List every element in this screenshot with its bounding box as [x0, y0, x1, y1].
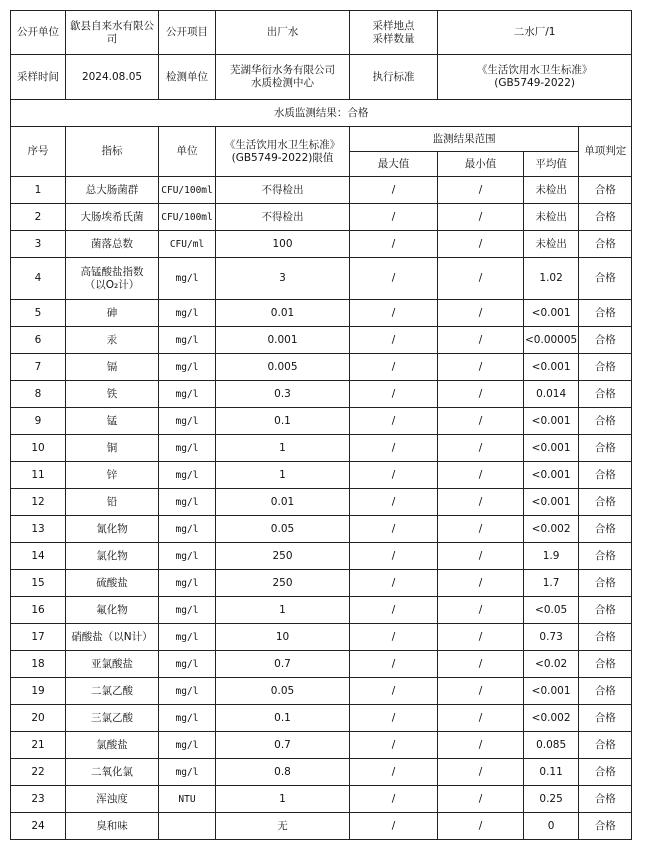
cell-min: / [438, 813, 524, 840]
cell-unit: mg/l [159, 381, 216, 408]
cell-judge: 合格 [579, 651, 632, 678]
cell-min: / [438, 408, 524, 435]
cell-limit: 1 [216, 435, 350, 462]
cell-avg: <0.001 [524, 435, 579, 462]
cell-avg: 0.014 [524, 381, 579, 408]
table-row [11, 258, 632, 300]
unit-label: 公开单位 [11, 11, 66, 55]
site-label [350, 11, 438, 55]
cell-seq: 16 [11, 597, 66, 624]
cell-max: / [350, 813, 438, 840]
cell-max: / [350, 786, 438, 813]
cell-min: / [438, 300, 524, 327]
cell-avg: <0.001 [524, 489, 579, 516]
table-row [11, 381, 632, 408]
header-row-2 [11, 55, 632, 100]
cell-max: / [350, 678, 438, 705]
col-limit [216, 127, 350, 177]
cell-limit: 0.3 [216, 381, 350, 408]
col-unit: 单位 [159, 127, 216, 177]
unit-value: 歙县自来水有限公司 [66, 11, 159, 55]
table-row [11, 177, 632, 204]
cell-avg: <0.002 [524, 705, 579, 732]
cell-avg: 未检出 [524, 231, 579, 258]
cell-name: 铅 [66, 489, 159, 516]
table-row [11, 462, 632, 489]
cell-seq: 17 [11, 624, 66, 651]
cell-min: / [438, 327, 524, 354]
cell-unit: mg/l [159, 516, 216, 543]
cell-unit: mg/l [159, 624, 216, 651]
cell-avg: <0.02 [524, 651, 579, 678]
header-row-1 [11, 11, 632, 55]
cell-avg: <0.00005 [524, 327, 579, 354]
cell-min: / [438, 177, 524, 204]
cell-max: / [350, 543, 438, 570]
cell-avg: 未检出 [524, 177, 579, 204]
cell-min: / [438, 597, 524, 624]
cell-max: / [350, 597, 438, 624]
cell-avg: 1.02 [524, 258, 579, 300]
cell-min: / [438, 489, 524, 516]
col-judge: 单项判定 [579, 127, 632, 177]
cell-seq: 13 [11, 516, 66, 543]
cell-min: / [438, 732, 524, 759]
cell-avg: <0.002 [524, 516, 579, 543]
cell-avg: 1.9 [524, 543, 579, 570]
table-row [11, 231, 632, 258]
cell-max: / [350, 489, 438, 516]
cell-min: / [438, 570, 524, 597]
cell-name: 锌 [66, 462, 159, 489]
cell-limit: 不得检出 [216, 177, 350, 204]
lab-value-line2: 水质检测中心 [251, 77, 314, 89]
cell-seq: 18 [11, 651, 66, 678]
cell-name: 铜 [66, 435, 159, 462]
cell-min: / [438, 435, 524, 462]
site-label-line1: 采样地点 [372, 19, 415, 32]
cell-limit: 不得检出 [216, 204, 350, 231]
table-row [11, 597, 632, 624]
cell-limit: 0.7 [216, 732, 350, 759]
cell-limit: 1 [216, 462, 350, 489]
table-row [11, 408, 632, 435]
col-min: 最小值 [438, 152, 524, 177]
cell-limit: 0.01 [216, 300, 350, 327]
cell-max: / [350, 231, 438, 258]
cell-max: / [350, 381, 438, 408]
cell-judge: 合格 [579, 231, 632, 258]
lab-value-line1: 芜湖华衍水务有限公司 [230, 64, 335, 76]
table-row [11, 786, 632, 813]
cell-seq: 4 [11, 258, 66, 300]
cell-name: 氰化物 [66, 516, 159, 543]
cell-seq: 19 [11, 678, 66, 705]
col-limit-line2: (GB5749-2022)限值 [231, 151, 334, 164]
cell-unit: mg/l [159, 570, 216, 597]
result-banner: 水质监测结果：合格 [11, 100, 632, 127]
table-row [11, 813, 632, 840]
cell-judge: 合格 [579, 678, 632, 705]
cell-limit: 250 [216, 570, 350, 597]
cell-limit: 0.7 [216, 651, 350, 678]
cell-seq: 2 [11, 204, 66, 231]
cell-unit: mg/l [159, 543, 216, 570]
table-row [11, 327, 632, 354]
cell-seq: 20 [11, 705, 66, 732]
col-avg: 平均值 [524, 152, 579, 177]
std-value-line2: (GB5749-2022) [494, 77, 575, 89]
cell-name: 氯酸盐 [66, 732, 159, 759]
cell-name: 浑浊度 [66, 786, 159, 813]
cell-avg: <0.001 [524, 354, 579, 381]
item-value: 出厂水 [216, 11, 350, 55]
cell-limit: 1 [216, 597, 350, 624]
cell-judge: 合格 [579, 705, 632, 732]
column-header-row-1 [11, 127, 632, 152]
cell-unit: CFU/100ml [159, 177, 216, 204]
cell-limit: 0.1 [216, 705, 350, 732]
cell-max: / [350, 327, 438, 354]
cell-min: / [438, 678, 524, 705]
cell-avg: <0.001 [524, 408, 579, 435]
cell-min: / [438, 651, 524, 678]
cell-judge: 合格 [579, 786, 632, 813]
cell-max: / [350, 759, 438, 786]
cell-unit: mg/l [159, 651, 216, 678]
cell-judge: 合格 [579, 354, 632, 381]
cell-max: / [350, 705, 438, 732]
cell-judge: 合格 [579, 408, 632, 435]
cell-min: / [438, 204, 524, 231]
cell-limit: 1 [216, 786, 350, 813]
time-value: 2024.08.05 [66, 55, 159, 100]
table-row [11, 705, 632, 732]
col-limit-line1: 《生活饮用水卫生标准》 [224, 138, 341, 151]
std-label: 执行标准 [350, 55, 438, 100]
cell-unit: mg/l [159, 489, 216, 516]
cell-name-line2: （以O₂计） [84, 278, 140, 291]
lab-label: 检测单位 [159, 55, 216, 100]
cell-avg: <0.05 [524, 597, 579, 624]
cell-limit: 0.005 [216, 354, 350, 381]
cell-limit: 无 [216, 813, 350, 840]
item-label: 公开项目 [159, 11, 216, 55]
cell-seq: 24 [11, 813, 66, 840]
table-row [11, 651, 632, 678]
time-label: 采样时间 [11, 55, 66, 100]
cell-seq: 23 [11, 786, 66, 813]
col-max: 最大值 [350, 152, 438, 177]
cell-max: / [350, 258, 438, 300]
cell-max: / [350, 408, 438, 435]
cell-min: / [438, 705, 524, 732]
site-label-line2: 采样数量 [372, 32, 415, 45]
cell-unit: mg/l [159, 597, 216, 624]
result-banner-row [11, 100, 632, 127]
cell-judge: 合格 [579, 543, 632, 570]
cell-max: / [350, 570, 438, 597]
cell-unit: mg/l [159, 678, 216, 705]
cell-name: 臭和味 [66, 813, 159, 840]
cell-judge: 合格 [579, 597, 632, 624]
cell-max: / [350, 651, 438, 678]
lab-value [216, 55, 350, 100]
cell-unit: mg/l [159, 705, 216, 732]
cell-name: 镉 [66, 354, 159, 381]
cell-limit: 0.8 [216, 759, 350, 786]
cell-avg: 0.25 [524, 786, 579, 813]
cell-judge: 合格 [579, 204, 632, 231]
cell-name: 锰 [66, 408, 159, 435]
cell-name: 菌落总数 [66, 231, 159, 258]
cell-judge: 合格 [579, 570, 632, 597]
cell-min: / [438, 231, 524, 258]
cell-limit: 0.01 [216, 489, 350, 516]
site-value: 二水厂/1 [438, 11, 632, 55]
cell-name: 亚氯酸盐 [66, 651, 159, 678]
cell-name: 大肠埃希氏菌 [66, 204, 159, 231]
cell-min: / [438, 516, 524, 543]
cell-unit: mg/l [159, 732, 216, 759]
cell-unit: CFU/100ml [159, 204, 216, 231]
cell-seq: 3 [11, 231, 66, 258]
cell-seq: 6 [11, 327, 66, 354]
table-row [11, 759, 632, 786]
cell-unit: mg/l [159, 435, 216, 462]
cell-limit: 10 [216, 624, 350, 651]
cell-limit: 0.001 [216, 327, 350, 354]
cell-name: 铁 [66, 381, 159, 408]
cell-judge: 合格 [579, 381, 632, 408]
cell-name: 总大肠菌群 [66, 177, 159, 204]
table-row [11, 300, 632, 327]
cell-name-line1: 高锰酸盐指数 [80, 265, 144, 278]
cell-judge: 合格 [579, 258, 632, 300]
cell-seq: 10 [11, 435, 66, 462]
cell-max: / [350, 624, 438, 651]
cell-judge: 合格 [579, 813, 632, 840]
cell-judge: 合格 [579, 327, 632, 354]
table-row [11, 732, 632, 759]
cell-min: / [438, 462, 524, 489]
table-row [11, 489, 632, 516]
cell-seq: 14 [11, 543, 66, 570]
cell-seq: 8 [11, 381, 66, 408]
cell-min: / [438, 786, 524, 813]
cell-max: / [350, 177, 438, 204]
cell-judge: 合格 [579, 435, 632, 462]
cell-name: 氯化物 [66, 543, 159, 570]
cell-limit: 0.1 [216, 408, 350, 435]
cell-max: / [350, 204, 438, 231]
cell-seq: 7 [11, 354, 66, 381]
cell-unit: mg/l [159, 354, 216, 381]
cell-unit: CFU/ml [159, 231, 216, 258]
water-quality-table [10, 10, 632, 840]
table-row [11, 516, 632, 543]
cell-judge: 合格 [579, 489, 632, 516]
cell-name: 二氧化氯 [66, 759, 159, 786]
table-row [11, 570, 632, 597]
cell-max: / [350, 462, 438, 489]
cell-name: 氟化物 [66, 597, 159, 624]
cell-avg: <0.001 [524, 678, 579, 705]
cell-seq: 11 [11, 462, 66, 489]
cell-judge: 合格 [579, 177, 632, 204]
cell-min: / [438, 354, 524, 381]
col-seq: 序号 [11, 127, 66, 177]
cell-avg: <0.001 [524, 300, 579, 327]
cell-name: 二氯乙酸 [66, 678, 159, 705]
cell-name: 硫酸盐 [66, 570, 159, 597]
table-row [11, 624, 632, 651]
table-row [11, 204, 632, 231]
cell-avg: 0 [524, 813, 579, 840]
cell-unit: mg/l [159, 327, 216, 354]
cell-limit: 250 [216, 543, 350, 570]
cell-seq: 1 [11, 177, 66, 204]
cell-name [66, 258, 159, 300]
cell-name: 硝酸盐（以N计） [66, 624, 159, 651]
cell-min: / [438, 381, 524, 408]
cell-seq: 15 [11, 570, 66, 597]
cell-seq: 22 [11, 759, 66, 786]
cell-unit: NTU [159, 786, 216, 813]
col-range: 监测结果范围 [350, 127, 579, 152]
table-row [11, 678, 632, 705]
cell-seq: 12 [11, 489, 66, 516]
cell-min: / [438, 759, 524, 786]
cell-avg: 0.085 [524, 732, 579, 759]
cell-max: / [350, 732, 438, 759]
col-indicator: 指标 [66, 127, 159, 177]
cell-judge: 合格 [579, 732, 632, 759]
table-row [11, 543, 632, 570]
cell-avg: 1.7 [524, 570, 579, 597]
cell-avg: <0.001 [524, 462, 579, 489]
cell-min: / [438, 624, 524, 651]
cell-unit: mg/l [159, 258, 216, 300]
cell-limit: 100 [216, 231, 350, 258]
cell-avg: 0.73 [524, 624, 579, 651]
cell-name: 三氯乙酸 [66, 705, 159, 732]
cell-judge: 合格 [579, 759, 632, 786]
cell-min: / [438, 543, 524, 570]
cell-unit: mg/l [159, 462, 216, 489]
cell-avg: 未检出 [524, 204, 579, 231]
cell-limit: 0.05 [216, 516, 350, 543]
cell-seq: 5 [11, 300, 66, 327]
cell-max: / [350, 354, 438, 381]
table-row [11, 354, 632, 381]
cell-judge: 合格 [579, 624, 632, 651]
cell-avg: 0.11 [524, 759, 579, 786]
cell-limit: 0.05 [216, 678, 350, 705]
cell-limit: 3 [216, 258, 350, 300]
std-value-line1: 《生活饮用水卫生标准》 [476, 64, 593, 76]
cell-judge: 合格 [579, 516, 632, 543]
cell-seq: 9 [11, 408, 66, 435]
cell-max: / [350, 435, 438, 462]
cell-unit: mg/l [159, 408, 216, 435]
cell-min: / [438, 258, 524, 300]
cell-judge: 合格 [579, 300, 632, 327]
cell-unit: mg/l [159, 759, 216, 786]
cell-name: 汞 [66, 327, 159, 354]
cell-name: 砷 [66, 300, 159, 327]
cell-max: / [350, 516, 438, 543]
cell-max: / [350, 300, 438, 327]
cell-judge: 合格 [579, 462, 632, 489]
cell-unit: mg/l [159, 300, 216, 327]
std-value [438, 55, 632, 100]
cell-unit [159, 813, 216, 840]
table-row [11, 435, 632, 462]
cell-seq: 21 [11, 732, 66, 759]
